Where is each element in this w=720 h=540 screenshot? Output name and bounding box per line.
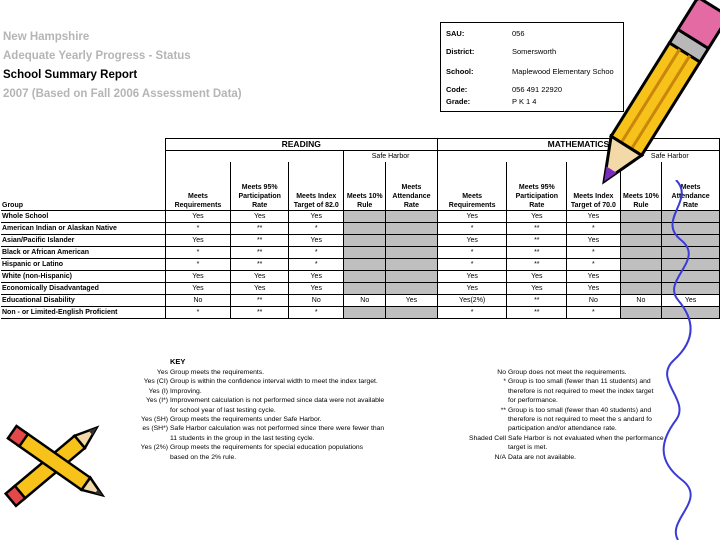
reading-cell xyxy=(386,306,438,318)
table-row xyxy=(1,294,720,306)
report-title: School Summary Report xyxy=(3,69,138,81)
math-cell: Yes xyxy=(507,270,567,282)
key-entry xyxy=(120,387,384,396)
math-cell: Yes xyxy=(507,210,567,222)
table-row xyxy=(1,270,720,282)
key-term: * xyxy=(503,378,506,386)
report-subtitle: Adequate Yearly Progress - Status xyxy=(3,50,191,62)
group-name: Whole School xyxy=(1,210,165,222)
report-year: 2007 (Based on Fall 2006 Assessment Data) xyxy=(3,88,242,100)
key-entry xyxy=(450,377,664,386)
squiggle-line-icon xyxy=(636,180,720,540)
math-cell: No xyxy=(620,294,662,306)
table-row xyxy=(1,306,720,318)
reading-header-requirements: Meets Requirements xyxy=(165,162,231,210)
key-term: N/A xyxy=(494,453,506,461)
crossed-pencils-clipart-icon xyxy=(0,400,120,530)
reading-cell: * xyxy=(165,258,231,270)
math-cell: Yes xyxy=(437,234,507,246)
reading-header-participation: Meets 95% Participation Rate xyxy=(231,162,289,210)
key-description: participation and/or attendance rate. xyxy=(508,425,617,433)
key-description: Group does not meet the requirements. xyxy=(508,369,627,376)
reading-section-title: READING xyxy=(165,139,437,151)
group-name: Educational Disability xyxy=(1,294,165,306)
reading-cell xyxy=(344,246,386,258)
key-description: Group meets the requirements for special education populations xyxy=(170,444,364,452)
table-row xyxy=(1,246,720,258)
state-name: New Hampshire xyxy=(3,31,90,43)
math-cell: * xyxy=(567,246,620,258)
reading-cell: ** xyxy=(231,246,289,258)
math-header-index: Meets Index Target of 70.0 xyxy=(567,162,620,210)
key-entry xyxy=(450,434,664,443)
group-name: Hispanic or Latino xyxy=(1,258,165,270)
key-entry xyxy=(450,453,664,462)
reading-cell xyxy=(386,246,438,258)
key-entry xyxy=(120,415,384,424)
table-row xyxy=(1,234,720,246)
group-name: Asian/Pacific Islander xyxy=(1,234,165,246)
math-cell: * xyxy=(437,246,507,258)
key-description: for performance. xyxy=(508,397,558,405)
reading-cell: Yes xyxy=(386,294,438,306)
reading-cell xyxy=(344,210,386,222)
reading-cell: * xyxy=(165,222,231,234)
math-cell: * xyxy=(437,306,507,318)
key-description: Group is too small (fewer than 11 students) and xyxy=(508,378,651,386)
key-description: 11 students in the group in the last testing cycle. xyxy=(170,434,315,442)
key-entry xyxy=(120,377,384,386)
key-entry xyxy=(450,415,664,424)
key-term: Yes (SH) xyxy=(141,416,168,424)
group-column-header: Group xyxy=(1,162,165,210)
math-cell: Yes xyxy=(567,210,620,222)
reading-cell: * xyxy=(289,246,344,258)
math-cell: Yes xyxy=(567,282,620,294)
key-entry xyxy=(450,406,664,415)
reading-cell: Yes xyxy=(289,234,344,246)
key-description: Safe Harbor is not evaluated when the performance xyxy=(508,434,664,442)
reading-cell: Yes xyxy=(289,270,344,282)
math-header-10pct: Meets 10% Rule xyxy=(620,162,662,210)
math-cell: No xyxy=(567,294,620,306)
reading-header-attendance: Meets Attendance Rate xyxy=(386,162,438,210)
table-row xyxy=(1,258,720,270)
key-term: Yes (CI) xyxy=(143,378,168,386)
reading-cell: Yes xyxy=(165,270,231,282)
key-term: Yes (I*) xyxy=(145,397,168,405)
reading-cell: Yes xyxy=(165,282,231,294)
math-cell: ** xyxy=(507,306,567,318)
key-entry xyxy=(120,396,384,405)
math-cell: Yes xyxy=(437,210,507,222)
reading-cell: * xyxy=(289,258,344,270)
math-cell: * xyxy=(567,306,620,318)
math-cell: Yes xyxy=(567,270,620,282)
reading-safe-harbor-label: Safe Harbor xyxy=(344,151,437,163)
math-cell: ** xyxy=(507,222,567,234)
reading-cell: Yes xyxy=(289,282,344,294)
math-cell: Yes xyxy=(507,282,567,294)
math-cell: * xyxy=(437,258,507,270)
key-entry xyxy=(120,368,384,377)
math-cell: Yes xyxy=(437,282,507,294)
reading-cell xyxy=(344,270,386,282)
key-entry xyxy=(450,424,664,433)
reading-cell: ** xyxy=(231,234,289,246)
key-right-column xyxy=(450,368,664,462)
key-entry xyxy=(450,396,664,405)
table-row xyxy=(1,222,720,234)
group-name: Non - or Limited-English Proficient xyxy=(1,306,165,318)
math-cell: Yes xyxy=(662,294,720,306)
reading-cell: No xyxy=(165,294,231,306)
math-header-requirements: Meets Requirements xyxy=(437,162,507,210)
key-entry xyxy=(120,424,384,433)
key-description: therefore is not required to meet the index target xyxy=(508,387,654,395)
table-row xyxy=(1,210,720,222)
key-term: ** xyxy=(500,406,506,414)
reading-cell xyxy=(344,258,386,270)
reading-cell: Yes xyxy=(165,210,231,222)
reading-cell xyxy=(344,222,386,234)
math-cell: * xyxy=(437,222,507,234)
key-entry xyxy=(120,453,384,462)
group-name: Economically Disadvantaged xyxy=(1,282,165,294)
math-header-attendance: Meets Attendance Rate xyxy=(662,162,720,210)
reading-cell: * xyxy=(289,222,344,234)
reading-cell: No xyxy=(289,294,344,306)
key-description: Data are not available. xyxy=(508,453,577,461)
reading-cell: Yes xyxy=(289,210,344,222)
math-cell: ** xyxy=(507,246,567,258)
key-term: Yes (2%) xyxy=(140,444,168,452)
math-cell: Yes xyxy=(437,270,507,282)
reading-header-10pct: Meets 10% Rule xyxy=(344,162,386,210)
reading-cell: ** xyxy=(231,294,289,306)
key-term: Shaded Cell xyxy=(468,434,506,442)
key-title: KEY xyxy=(170,357,186,366)
key-description: Improvement calculation is not performed since data were not available xyxy=(170,397,385,405)
reading-cell: ** xyxy=(231,258,289,270)
table-row xyxy=(1,282,720,294)
reading-cell xyxy=(344,306,386,318)
math-cell: Yes(2%) xyxy=(437,294,507,306)
key-entry xyxy=(120,443,384,452)
key-description: therefore is not required to meet the s andard fo xyxy=(508,416,652,424)
math-section-title: MATHEMATICS xyxy=(437,139,719,151)
group-name: White (non-Hispanic) xyxy=(1,270,165,282)
reading-header-index: Meets Index Target of 82.0 xyxy=(289,162,344,210)
math-cell: Yes xyxy=(567,234,620,246)
key-description: Group meets the requirements. xyxy=(170,369,265,376)
reading-cell: No xyxy=(344,294,386,306)
school-info-box: SAU: 056 District: Somersworth School: Maplewood Elementary Schoo Code: 056 491 22920 Grade: P K 1 4 xyxy=(440,22,624,112)
key-left-column xyxy=(120,368,384,462)
reading-cell: ** xyxy=(231,222,289,234)
reading-cell xyxy=(386,282,438,294)
reading-cell xyxy=(386,210,438,222)
math-cell: * xyxy=(567,222,620,234)
key-entry xyxy=(450,387,664,396)
key-description: Group is too small (fewer than 40 students) and xyxy=(508,406,652,414)
reading-cell: * xyxy=(289,306,344,318)
math-header-participation: Meets 95% Participation Rate xyxy=(507,162,567,210)
key-term: es (SH*) xyxy=(142,425,168,433)
report-header xyxy=(3,28,242,104)
key-entry xyxy=(450,368,664,377)
key-term: Yes (I) xyxy=(148,387,168,395)
key-description: Safe Harbor calculation was not performed since there were fewer than xyxy=(170,425,385,433)
reading-cell xyxy=(386,270,438,282)
key-entry xyxy=(120,406,384,415)
key-term: No xyxy=(497,369,506,376)
reading-cell: * xyxy=(165,306,231,318)
group-name: Black or African American xyxy=(1,246,165,258)
reading-cell xyxy=(386,234,438,246)
math-safe-harbor-label: Safe Harbor xyxy=(620,151,719,163)
reading-cell xyxy=(386,222,438,234)
math-cell: ** xyxy=(507,234,567,246)
group-name: American Indian or Alaskan Native xyxy=(1,222,165,234)
key-description: for school year of last testing cycle. xyxy=(170,406,276,414)
key-description: Improving. xyxy=(170,387,202,395)
reading-cell: Yes xyxy=(231,210,289,222)
reading-cell: Yes xyxy=(231,282,289,294)
key-description: Group is within the confidence interval width to meet the index target. xyxy=(170,378,378,386)
reading-cell xyxy=(344,234,386,246)
pencil-clipart-icon xyxy=(585,0,720,205)
reading-cell: Yes xyxy=(165,234,231,246)
reading-cell: * xyxy=(165,246,231,258)
math-cell: ** xyxy=(507,258,567,270)
key-description: based on the 2% rule. xyxy=(170,453,237,461)
reading-cell xyxy=(386,258,438,270)
key-entry xyxy=(120,434,384,443)
reading-cell: ** xyxy=(231,306,289,318)
reading-cell: Yes xyxy=(231,270,289,282)
key-term: Yes xyxy=(156,369,168,376)
key-entry xyxy=(450,443,664,452)
math-cell: ** xyxy=(507,294,567,306)
key-description: Group meets the requirements under Safe Harbor. xyxy=(170,416,322,424)
math-cell: * xyxy=(567,258,620,270)
reading-cell xyxy=(344,282,386,294)
key-description: target is met. xyxy=(508,444,548,452)
